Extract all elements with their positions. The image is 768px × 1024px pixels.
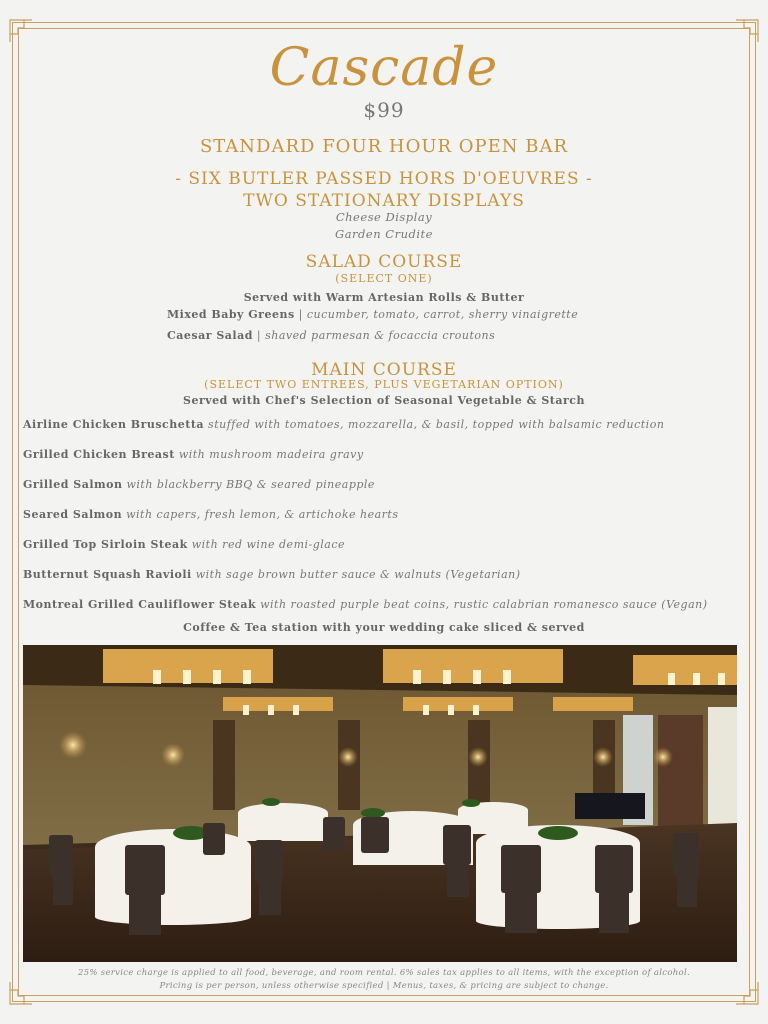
entree-name: Butternut Squash Ravioli bbox=[23, 568, 192, 581]
salad-heading: SALAD COURSE bbox=[305, 252, 463, 272]
main-select-note: (SELECT TWO ENTREES, PLUS VEGETARIAN OPTION) bbox=[204, 378, 564, 391]
entree-item bbox=[23, 478, 375, 491]
salad-item-name: Mixed Baby Greens bbox=[167, 308, 295, 321]
entree-desc: with mushroom madeira gravy bbox=[174, 448, 364, 461]
entree-item bbox=[23, 448, 364, 461]
entree-desc: with capers, fresh lemon, & artichoke hearts bbox=[122, 508, 399, 521]
menu-title: Cascade bbox=[269, 38, 499, 98]
entree-desc: with blackberry BBQ & seared pineapple bbox=[122, 478, 375, 491]
stationary-heading: TWO STATIONARY DISPLAYS bbox=[243, 191, 525, 211]
salad-item-desc: | shaved parmesan & focaccia croutons bbox=[252, 329, 496, 342]
coffee-note: Coffee & Tea station with your wedding cake sliced & served bbox=[183, 621, 585, 634]
entree-item bbox=[23, 418, 664, 431]
hors-doeuvres-heading: - SIX BUTLER PASSED HORS D'OEUVRES - bbox=[175, 169, 593, 189]
salad-item-desc: | cucumber, tomato, carrot, sherry vinaigrette bbox=[294, 308, 579, 321]
footer-service-note: 25% service charge is applied to all food, beverage, and room rental. 6% sales tax applies to all items, with the exception of alcohol. bbox=[78, 968, 690, 978]
entree-desc: with red wine demi-glace bbox=[187, 538, 346, 551]
entree-name: Grilled Salmon bbox=[23, 478, 123, 491]
entree-name: Seared Salmon bbox=[23, 508, 123, 521]
entree-desc: with roasted purple beat coins, rustic calabrian romanesco sauce (Vegan) bbox=[256, 598, 708, 611]
entree-item bbox=[23, 568, 521, 581]
salad-item bbox=[167, 329, 495, 342]
entree-desc: with sage brown butter sauce & walnuts (Vegetarian) bbox=[191, 568, 521, 581]
entree-desc: stuffed with tomatoes, mozzarella, & basil, topped with balsamic reduction bbox=[204, 418, 665, 431]
entree-name: Airline Chicken Bruschetta bbox=[23, 418, 205, 431]
open-bar-heading: STANDARD FOUR HOUR OPEN BAR bbox=[199, 136, 569, 157]
stationary-item: Cheese Display bbox=[335, 210, 433, 224]
salad-served-note: Served with Warm Artesian Rolls & Butter bbox=[243, 291, 525, 304]
entree-item bbox=[23, 598, 708, 611]
salad-item-name: Caesar Salad bbox=[167, 329, 253, 342]
entree-item bbox=[23, 508, 399, 521]
main-served-note: Served with Chef's Selection of Seasonal Vegetable & Starch bbox=[183, 394, 585, 407]
ballroom-photo bbox=[23, 645, 737, 962]
stationary-item: Garden Crudite bbox=[335, 227, 433, 241]
entree-name: Grilled Top Sirloin Steak bbox=[23, 538, 188, 551]
main-course-heading: MAIN COURSE bbox=[311, 360, 457, 380]
salad-select-note: (SELECT ONE) bbox=[335, 272, 433, 285]
entree-name: Grilled Chicken Breast bbox=[23, 448, 175, 461]
entree-name: Montreal Grilled Cauliflower Steak bbox=[23, 598, 257, 611]
entree-item bbox=[23, 538, 345, 551]
salad-item bbox=[167, 308, 578, 321]
footer-pricing-note: Pricing is per person, unless otherwise specified | Menus, taxes, & pricing are subject to change. bbox=[159, 981, 609, 991]
menu-price: $99 bbox=[363, 98, 405, 122]
